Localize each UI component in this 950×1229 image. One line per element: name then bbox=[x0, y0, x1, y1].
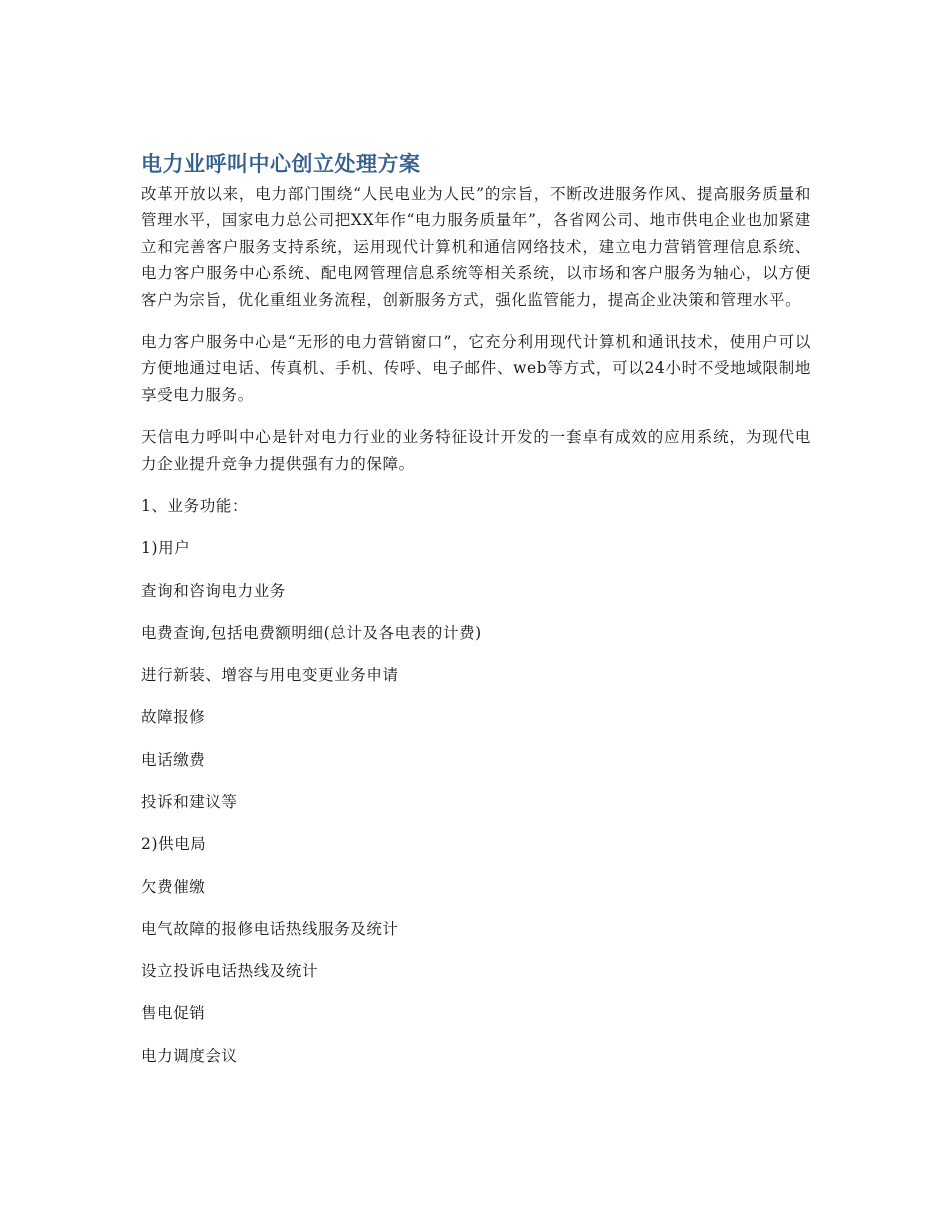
list-item: 进行新装、增容与用电变更业务申请 bbox=[141, 666, 399, 685]
list-item: 电力调度会议 bbox=[141, 1046, 238, 1065]
list-item: 设立投诉电话热线及统计 bbox=[141, 962, 319, 981]
list-item: 电气故障的报修电话热线服务及统计 bbox=[141, 919, 399, 938]
subsection-heading-users: 1)用户 bbox=[141, 539, 191, 558]
body-paragraphs bbox=[141, 181, 811, 477]
list-item: 查询和咨询电力业务 bbox=[141, 581, 286, 600]
document-title: 电力业呼叫中心创立处理方案 bbox=[141, 152, 421, 176]
list-item: 电话缴费 bbox=[141, 750, 206, 769]
function-list bbox=[141, 493, 811, 1069]
list-item: 售电促销 bbox=[141, 1004, 206, 1023]
section-heading-business-functions: 1、业务功能： bbox=[141, 497, 249, 516]
subsection-heading-power-bureau: 2)供电局 bbox=[141, 835, 207, 854]
paragraph-service-center: 电力客户服务中心是“无形的电力营销窗口”，它充分利用现代计算机和通讯技术，使用户可以方便地通过电话、传真机、手机、传呼、电子邮件、web等方式，可以24小时不受地域限制地享受电力服务。 bbox=[141, 333, 811, 404]
paragraph-intro: 改革开放以来，电力部门围绕“人民电业为人民”的宗旨，不断改进服务作风、提高服务质量和管理水平，国家电力总公司把XX年作“电力服务质量年”，各省网公司、地市供电企业也加紧建立和完善客户服务支持系统，运用现代计算机和通信网络技术，建立电力营销管理信息系统、电力客户服务中心系统、配电网管理信息系统等相关系统，以市场和客户服务为轴心，以方便客户为宗旨，优化重组业务流程，创新服务方式，强化监管能力，提高企业决策和管理水平。 bbox=[141, 185, 811, 309]
list-item: 故障报修 bbox=[141, 708, 206, 727]
list-item: 欠费催缴 bbox=[141, 877, 206, 896]
list-item: 电费查询,包括电费额明细(总计及各电表的计费) bbox=[141, 623, 482, 642]
list-item: 投诉和建议等 bbox=[141, 793, 238, 812]
paragraph-tianxin: 天信电力呼叫中心是针对电力行业的业务特征设计开发的一套卓有成效的应用系统，为现代电力企业提升竞争力提供强有力的保障。 bbox=[141, 428, 811, 473]
document-page bbox=[141, 149, 811, 1069]
